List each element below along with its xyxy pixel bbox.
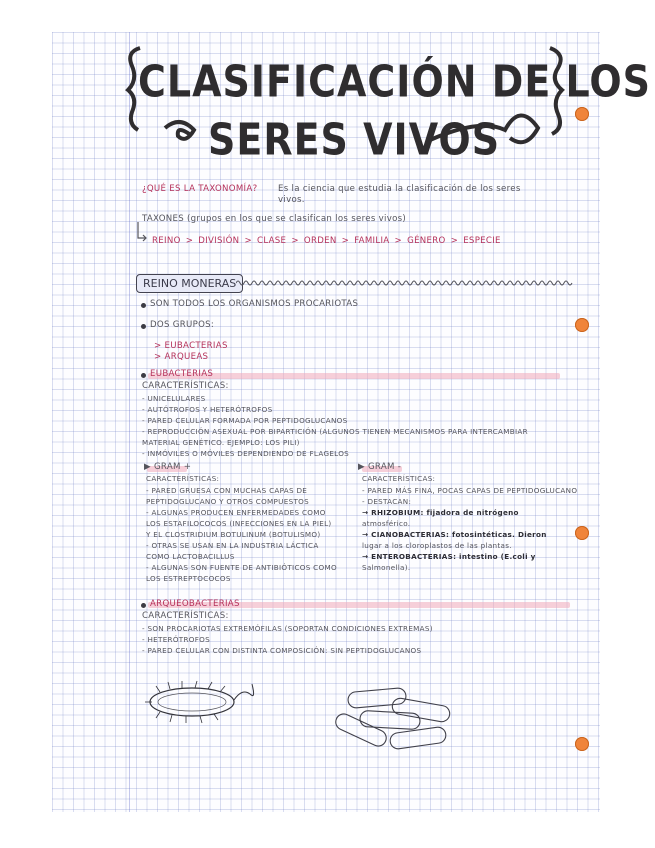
rank-division: DIVISIÓN	[198, 236, 240, 246]
taxonomy-answer: Es la ciencia que estudia la clasificación de los seres	[278, 184, 521, 194]
rank-especie: ESPECIE	[463, 236, 501, 246]
list-item: - INMÓVILES O MÓVILES DEPENDIENDO DE FLAGELOS	[142, 449, 350, 458]
gram-pos-label: GRAM +	[153, 462, 192, 472]
bullet	[141, 603, 146, 608]
gram-neg-label: GRAM -	[367, 462, 402, 472]
page-title-line-2: SERES VIVOS	[208, 114, 501, 165]
separator: >	[341, 236, 350, 246]
list-item: - REPRODUCCIÓN ASEXUAL POR BIPARTICIÓN (ALGUNOS TIENEN MECANISMOS PARA INTERCAMBIAR	[142, 427, 528, 436]
list-item: COMO LACTOBACILLUS	[146, 552, 235, 561]
list-item: MATERIAL GENÉTICO. EJEMPLO: LOS PILI)	[142, 438, 300, 447]
rank-familia: FAMILIA	[354, 236, 390, 246]
arrow-icon	[134, 220, 148, 244]
bacilli-drawing	[330, 682, 475, 762]
list-item: - UNICELULARES	[142, 394, 206, 403]
list-item: lugar a los cloroplastos de las plantas.	[362, 541, 512, 550]
separator: >	[394, 236, 403, 246]
list-item: - ALGUNAS PRODUCEN ENFERMEDADES COMO	[146, 508, 326, 517]
list-item: - DESTACAN:	[362, 497, 412, 506]
list-item: - PARED CELULAR FORMADA POR PEPTIDOGLUCANOS	[142, 416, 348, 425]
list-item: - PARED GRUESA CON MUCHAS CAPAS DE	[146, 486, 308, 495]
list-item: - PARED MÁS FINA, POCAS CAPAS DE PEPTIDOGLUCANO	[362, 486, 578, 495]
list-item: → CIANOBACTERIAS: fotosintéticas. Dieron	[362, 530, 547, 539]
list-item: - AUTÓTROFOS Y HETERÓTROFOS	[142, 405, 273, 414]
bullet	[141, 373, 146, 378]
arqueo-list	[142, 623, 433, 656]
arqueo-title: ARQUEOBACTERIAS	[150, 599, 240, 609]
bullet	[141, 324, 146, 329]
taxonomy-question: ¿QUÉ ES LA TAXONOMÍA?	[142, 184, 258, 194]
eubacterias-title: EUBACTERIAS	[150, 369, 214, 379]
list-item: - ALGUNAS SON FUENTE DE ANTIBIÓTICOS COMO	[146, 563, 337, 572]
list-item: Y EL CLOSTRIDIUM BOTULINUM (BOTULISMO)	[146, 530, 321, 539]
taxonomy-hierarchy	[152, 236, 501, 246]
reino-point-1: SON TODOS LOS ORGANISMOS PROCARIOTAS	[150, 299, 359, 309]
list-item: Salmonella).	[362, 563, 411, 572]
arqueo-subtitle: CARACTERÍSTICAS:	[142, 611, 229, 621]
separator: >	[185, 236, 194, 246]
list-item: - PARED CELULAR CON DISTINTA COMPOSICIÓN: SIN PEPTIDOGLUCANOS	[142, 646, 422, 655]
list-item: → RHIZOBIUM: fijadora de nitrógeno	[362, 508, 519, 517]
separator: >	[244, 236, 252, 246]
list-item: → ENTEROBACTERIAS: intestino (E.coli y	[362, 552, 536, 561]
section-title-reino-moneras: REINO MONERAS	[136, 274, 243, 293]
bacterium-drawing	[140, 670, 260, 730]
eubacterias-list	[142, 393, 528, 459]
gram-pos-subtitle: CARACTERÍSTICAS:	[146, 474, 220, 483]
eubacterias-subtitle: CARACTERÍSTICAS:	[142, 381, 229, 391]
taxones-line: TAXONES (grupos en los que se clasifican los seres vivos)	[142, 214, 407, 224]
separator: >	[291, 236, 299, 246]
list-item: PEPTIDOGLUCANO Y OTROS COMPUESTOS	[146, 497, 309, 506]
gram-neg-subtitle: CARACTERÍSTICAS:	[362, 474, 436, 483]
list-item: LOS ESTREPTOCOCOS	[146, 574, 231, 583]
list-item: LOS ESTAFILOCOCOS (INFECCIONES EN LA PIEL)	[146, 519, 332, 528]
list-item: - SON PROCARIOTAS EXTREMÓFILAS (SOPORTAN CONDICIONES EXTREMAS)	[142, 624, 433, 633]
gram-neg-list	[362, 485, 577, 573]
bullet	[141, 303, 146, 308]
taxonomy-answer-cont: vivos.	[278, 195, 305, 205]
binder-hole	[575, 737, 589, 751]
gram-pos-list	[146, 485, 337, 584]
separator: >	[450, 236, 459, 246]
group-arqueas: > ARQUEAS	[154, 352, 209, 362]
gram-neg-title: ▶ GRAM -	[358, 462, 402, 472]
page-title-line-1: CLASIFICACIÓN DE LOS	[138, 56, 652, 107]
rank-reino: REINO	[152, 236, 181, 246]
list-item: - HETERÓTROFOS	[142, 635, 211, 644]
group-eubacterias: > EUBACTERIAS	[154, 341, 228, 351]
rank-genero: GÉNERO	[407, 236, 446, 246]
rank-orden: ORDEN	[303, 236, 337, 246]
gram-pos-title: ▶ GRAM +	[144, 462, 192, 472]
rank-clase: CLASE	[257, 236, 287, 246]
reino-point-2: DOS GRUPOS:	[150, 320, 215, 330]
wavy-divider	[236, 278, 576, 288]
binder-hole	[575, 318, 589, 332]
list-item: atmosférico.	[362, 519, 411, 528]
list-item: - OTRAS SE USAN EN LA INDUSTRIA LÁCTICA	[146, 541, 319, 550]
